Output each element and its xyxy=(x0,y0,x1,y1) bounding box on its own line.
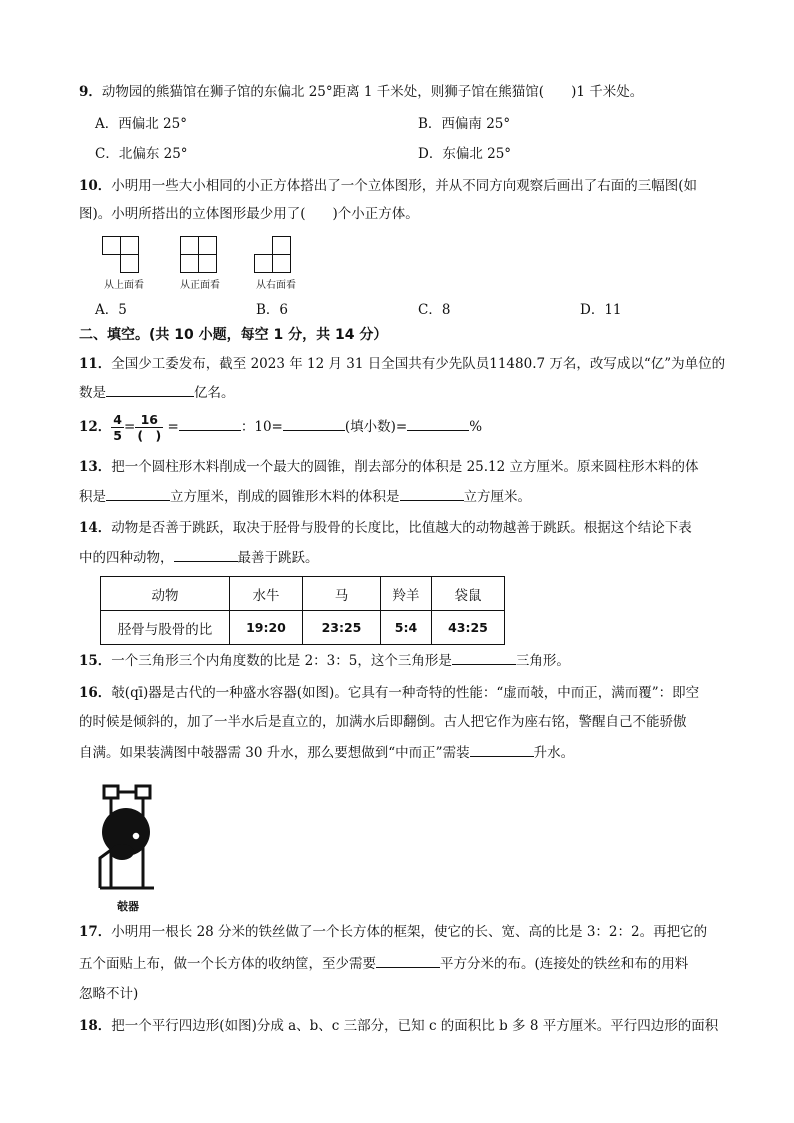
answer-blank[interactable] xyxy=(470,742,534,757)
view-caption: 从上面看 xyxy=(104,280,144,291)
question-number: 18． xyxy=(79,1018,112,1034)
question-text: 把一个平行四边形(如图)分成 a、b、c 三部分，已知 c 的面积比 b 多 8 平方厘米。平行四边形的面积 xyxy=(111,1018,719,1034)
question-number: 17． xyxy=(79,924,112,940)
question-16-line2: 的时候是倾斜的，加了一半水后是直立的，加满水后即翻倒。古人把它作为座右铭，警醒自己不能骄傲 xyxy=(79,714,687,730)
view-from-right xyxy=(248,234,304,292)
question-16-line1 xyxy=(79,683,699,703)
option-a[interactable]: A．5 xyxy=(95,302,127,318)
answer-blank[interactable] xyxy=(376,953,440,968)
question-number: 15． xyxy=(79,653,112,669)
question-13-line1 xyxy=(79,457,699,477)
answer-blank[interactable] xyxy=(400,486,464,501)
qi-vessel-figure xyxy=(92,780,164,918)
option-b[interactable]: B．6 xyxy=(256,302,289,318)
table-cell: 23:25 xyxy=(303,611,381,645)
question-10-line1 xyxy=(79,176,697,196)
question-17-line3: 忽略不计) xyxy=(79,986,139,1002)
question-number: 10． xyxy=(79,178,112,194)
question-text: 动物园的熊猫馆在狮子馆的东偏北 25°距离 1 千米处，则狮子馆在熊猫馆( )1 千米处。 xyxy=(101,84,644,100)
table-row xyxy=(101,577,505,611)
fraction-blank[interactable]: $\frac{16}{( )}$ xyxy=(137,412,162,443)
qi-vessel-icon xyxy=(92,780,164,900)
table-cell: 5:4 xyxy=(381,611,432,645)
question-16-line3: 自满。如果装满图中攲器需 30 升水，那么要想做到“中而正”需装 升水。 xyxy=(79,742,574,763)
option-a[interactable]: A．西偏北 25° xyxy=(95,116,187,132)
question-text: 小明用一些大小相同的小正方体搭出了一个立体图形，并从不同方向观察后画出了右面的三幅图(如 xyxy=(111,178,698,194)
answer-blank[interactable] xyxy=(283,416,345,431)
question-number: 14． xyxy=(79,520,112,536)
table-header-cell: 羚羊 xyxy=(381,577,432,611)
view-caption: 从右面看 xyxy=(256,280,296,291)
question-17-line2: 五个面贴上布，做一个长方体的收纳筐，至少需要 平方分米的布。(连接处的铁丝和布的用料 xyxy=(79,953,688,974)
answer-blank[interactable] xyxy=(179,416,241,431)
question-text: 一个三角形三个内角度数的比是 2：3：5，这个三角形是 xyxy=(111,653,452,669)
answer-blank[interactable] xyxy=(106,486,170,501)
table-header-cell: 袋鼠 xyxy=(432,577,505,611)
table-header-cell: 水牛 xyxy=(230,577,303,611)
question-number: 13． xyxy=(79,459,112,475)
option-d[interactable]: D．东偏北 25° xyxy=(418,146,512,162)
view-from-top xyxy=(96,234,152,292)
question-15: 15．一个三角形三个内角度数的比是 2：3：5，这个三角形是 三角形。 xyxy=(79,650,570,671)
question-number: 12． xyxy=(79,419,112,435)
question-number: 16． xyxy=(79,685,112,701)
question-text: 把一个圆柱形木料削成一个最大的圆锥，削去部分的体积是 25.12 立方厘米。原来圆柱形木料的体 xyxy=(111,459,699,475)
table-header-cell: 动物 xyxy=(101,577,230,611)
option-c[interactable]: C．北偏东 25° xyxy=(95,146,188,162)
answer-blank[interactable] xyxy=(106,382,194,397)
question-11-line1 xyxy=(79,354,725,374)
question-number: 9． xyxy=(79,84,102,100)
question-18-line1 xyxy=(79,1016,718,1036)
table-row xyxy=(101,611,505,645)
table-header-cell: 马 xyxy=(303,577,381,611)
question-14-line1 xyxy=(79,518,692,538)
fraction: $\frac{4}{5}$ xyxy=(113,412,122,443)
table-cell: 43:25 xyxy=(432,611,505,645)
question-text: 全国少工委发布，截至 2023 年 12 月 31 日全国共有少先队员11480.7 万名，改写成以“亿”为单位的 xyxy=(111,356,726,372)
ratio-table xyxy=(100,576,505,645)
view-from-front xyxy=(172,234,228,292)
question-13-line2: 积是 立方厘米，削成的圆锥形木料的体积是 立方厘米。 xyxy=(79,486,531,507)
answer-blank[interactable] xyxy=(174,547,238,562)
option-b[interactable]: B．西偏南 25° xyxy=(418,116,511,132)
question-text: 小明用一根长 28 分米的铁丝做了一个长方体的框架，使它的长、宽、高的比是 3：2：2。再把它的 xyxy=(111,924,708,940)
figure-caption: 攲器 xyxy=(117,900,139,913)
table-cell: 19:20 xyxy=(230,611,303,645)
answer-blank[interactable] xyxy=(452,650,516,665)
section-heading: 二、填空。(共 10 小题，每空 1 分，共 14 分） xyxy=(79,327,388,343)
question-10-line2: 图)。小明所搭出的立体图形最少用了( )个小正方体。 xyxy=(79,206,419,222)
question-text: 动物是否善于跳跃，取决于胫骨与股骨的长度比，比值越大的动物越善于跳跃。根据这个结论下表 xyxy=(111,520,692,536)
question-9 xyxy=(79,82,643,102)
table-cell: 胫骨与股骨的比 xyxy=(101,611,230,645)
question-number: 11． xyxy=(79,356,112,372)
question-17-line1 xyxy=(79,922,707,942)
question-11-line2: 数是 亿名。 xyxy=(79,382,235,403)
question-12: 12． $\frac{4}{5}$ = $\frac{16}{( )}$ = ：10= (填小数)= % xyxy=(79,412,483,443)
option-d[interactable]: D．11 xyxy=(580,302,622,318)
answer-blank[interactable] xyxy=(407,416,469,431)
view-caption: 从正面看 xyxy=(180,280,220,291)
question-14-line2: 中的四种动物， 最善于跳跃。 xyxy=(79,547,319,568)
question-text: 攲(qī)器是古代的一种盛水容器(如图)。它具有一种奇特的性能：“虚而攲，中而正，满而覆”：即空 xyxy=(111,685,700,701)
option-c[interactable]: C．8 xyxy=(418,302,451,318)
